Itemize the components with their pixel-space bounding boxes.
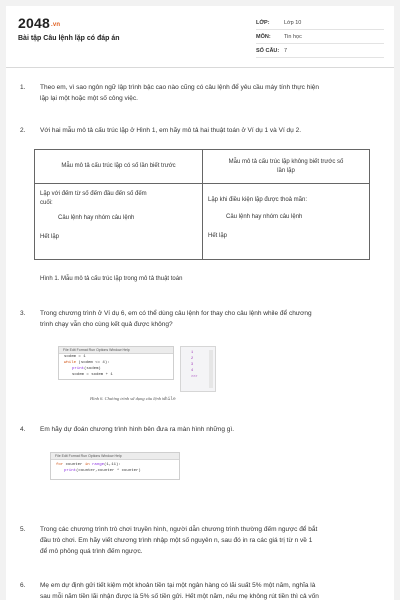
code-text: sodem = 1 xyxy=(64,355,86,359)
question-line: đầu trò chơi. Em hãy viết chương trình nhập một số nguyên n, sau đó in ra các giá trị từ n về 1 xyxy=(40,537,313,544)
code-text: (sodem) xyxy=(84,367,101,371)
question-number: 6. xyxy=(20,582,26,589)
meta-row-count xyxy=(256,44,384,58)
question-number: 5. xyxy=(20,526,26,533)
figure-caption xyxy=(90,396,176,402)
question-number: 2. xyxy=(20,127,26,134)
cell-line: Câu lệnh hay nhóm câu lệnh xyxy=(58,215,135,221)
code-text: (sodem <= 4): xyxy=(76,361,110,365)
code-text: (1,11): xyxy=(104,463,121,467)
code-text: sodem = sodem + 1 xyxy=(72,373,113,377)
code-text: (counter,counter * counter) xyxy=(76,469,141,473)
editor-menubar: File Edit Format Run Options Window Help xyxy=(59,347,173,354)
site-logo[interactable] xyxy=(18,15,60,31)
page-title: Bài tập Câu lệnh lặp có đáp án xyxy=(18,35,120,42)
cell-line: Lặp khi điều kiện lặp được thoả mãn: xyxy=(208,197,308,203)
logo-text: 2048 xyxy=(18,15,50,31)
question-line: Em hãy dự đoán chương trình hình bên đưa ra màn hình những gì. xyxy=(40,426,235,433)
question-line: Mẹ em dự định gửi tiết kiệm một khoản tiền tại một ngân hàng có lãi suất 5% một năm, nghĩa là xyxy=(40,582,316,589)
header-text: Mẫu mô tả cấu trúc lặp không biết trước số xyxy=(228,158,344,165)
question-number: 3. xyxy=(20,310,26,317)
table-cell xyxy=(35,184,203,260)
code-line xyxy=(59,372,173,378)
question-text xyxy=(40,580,382,600)
editor-menubar: File Edit Format Run Options Window Help xyxy=(51,453,179,460)
question-line: lặp lại một hoặc một số công việc. xyxy=(40,95,138,102)
output-line: 4 xyxy=(191,369,194,373)
table-caption: Hình 1. Mẫu mô tả cấu trúc lặp trong mô tả thuật toán xyxy=(40,276,183,282)
meta-value: Lớp 10 xyxy=(284,19,302,26)
meta-label: MÔN: xyxy=(256,33,271,40)
output-line: 2 xyxy=(191,357,194,361)
meta-value: Tin học xyxy=(284,33,302,40)
question-line: Với hai mẫu mô tả cấu trúc lặp ở Hình 1, em hãy mô tả hai thuật toán ở Ví dụ 1 và Ví dụ 2. xyxy=(40,127,302,134)
question-number: 4. xyxy=(20,426,26,433)
meta-row-subject xyxy=(256,30,384,44)
scrollbar[interactable] xyxy=(209,350,213,388)
code-editor-while xyxy=(58,346,174,380)
code-keyword: while xyxy=(64,361,77,365)
document-header xyxy=(6,6,394,68)
table-row xyxy=(35,184,370,260)
question-text xyxy=(40,82,382,104)
code-text: counter xyxy=(63,463,85,467)
meta-value: 7 xyxy=(284,47,288,54)
header-text: Mẫu mô tả cấu trúc lặp có số lần biết trước xyxy=(61,163,176,169)
question-line: sau mỗi năm tiền lãi nhận được là 5% số tiền gửi. Hết một năm, nếu mẹ không rút tiền thì cả vốn xyxy=(40,593,319,600)
table-header-cell xyxy=(35,150,203,184)
document-meta xyxy=(256,16,384,58)
meta-row-class xyxy=(256,16,384,30)
caption-code: while xyxy=(162,397,176,402)
output-line: 3 xyxy=(191,363,194,367)
question-line: trình chạy vẫn cho cùng kết quả được không? xyxy=(40,321,173,328)
cell-line: Hết lặp xyxy=(208,233,228,239)
output-lines xyxy=(191,350,199,380)
caption-text: Hình 6. Chương trình sử dụng câu lệnh xyxy=(90,396,163,401)
question-text xyxy=(40,524,382,557)
code-line xyxy=(51,468,179,474)
question-line: Trong các chương trình trò chơi truyền hình, người dẫn chương trình thường đếm ngược để bắt xyxy=(40,526,318,533)
table-row xyxy=(35,150,370,184)
question-text xyxy=(40,308,382,330)
code-function: range xyxy=(89,463,105,467)
shell-output xyxy=(180,346,216,392)
question-text xyxy=(40,424,382,435)
cell-line: Câu lệnh hay nhóm câu lệnh xyxy=(226,214,303,220)
question-text xyxy=(40,125,382,136)
output-line: 1 xyxy=(191,351,194,355)
document-page xyxy=(6,6,394,600)
code-function: print xyxy=(64,469,77,473)
cell-line: cuối: xyxy=(40,200,53,206)
table-cell xyxy=(203,184,370,260)
question-number: 1. xyxy=(20,84,26,91)
code-keyword: in xyxy=(84,463,90,467)
meta-label: SỐ CÂU: xyxy=(256,47,280,54)
table-header-cell xyxy=(203,150,370,184)
question-line: Trong chương trình ở Ví dụ 6, em có thể dùng câu lệnh for thay cho câu lệnh while để chương xyxy=(40,310,312,317)
question-line: Theo em, vì sao ngôn ngữ lập trình bậc cao nào cũng có câu lệnh để yêu cầu máy tính thực hiện xyxy=(40,84,319,91)
loop-pattern-table xyxy=(34,149,370,260)
meta-label: LỚP: xyxy=(256,19,270,26)
logo-suffix: .vn xyxy=(50,22,61,28)
code-editor-for xyxy=(50,452,180,480)
output-line: >>> xyxy=(191,375,198,379)
code-function: print xyxy=(72,367,85,371)
code-keyword: for xyxy=(56,463,64,467)
header-text: lần lặp xyxy=(277,167,295,174)
cell-line: Lặp với đếm từ số đếm đầu đến số đếm xyxy=(40,191,147,197)
cell-line: Hết lặp xyxy=(40,234,60,240)
question-line: để mô phỏng quá trình đếm ngược. xyxy=(40,548,143,555)
